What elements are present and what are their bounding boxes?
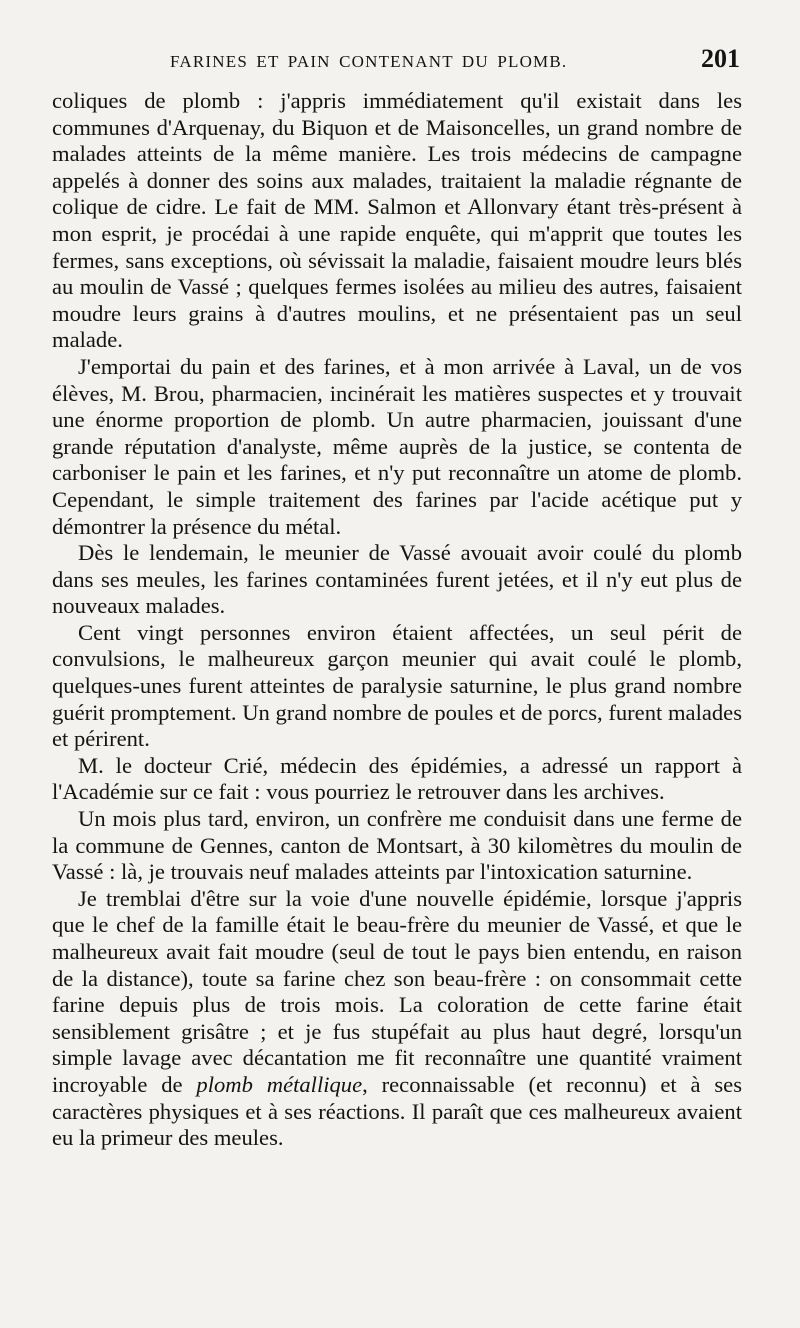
body-text [52,88,742,1152]
paragraph [52,886,742,1152]
paragraph: Un mois plus tard, environ, un confrère me conduisit dans une ferme de la commune de Gennes, canton de Montsart, à 30 kilomètres du moulin de Vassé : là, je trouvais neuf malades atteints par l'intoxication saturnine. [52,806,742,885]
italic-term: plomb métallique [196,1071,363,1097]
paragraph-text-after: , reconnaissable (et reconnu) et à ses caractères physiques et à ses réactions. Il paraît que ces malheureux avaient eu la primeur des meules. [52,1071,742,1151]
paragraph-text-before: Je tremblai d'être sur la voie d'une nouvelle épidémie, lorsque j'appris que le chef de la famille était le beau-frère du meunier de Vassé, et que le malheureux avait fait moudre (seul de tout le pays bien entendu, en raison de la distance), toute sa farine chez son beau-frère : on consommait cette farine depuis plus de trois mois. La coloration de cette farine était sensiblement grisâtre ; et je fus stupéfait au plus haut degré, lorsqu'un simple lavage avec décantation me fit reconnaître une quantité vraiment incroyable de [52,885,742,1097]
paragraph: M. le docteur Crié, médecin des épidémies, a adressé un rapport à l'Académie sur ce fait : vous pourriez le retrouver dans les archives. [52,752,742,805]
paragraph-continued: coliques de plomb : j'appris immédiatement qu'il existait dans les communes d'Arquenay, du Biquon et de Maisoncelles, un grand nombre de malades atteints de la même manière. Les trois médecins de campagne appelés à donner des soins aux malades, traitaient la maladie régnante de colique de cidre. Le fait de MM. Salmon et Allonvary étant très-présent à mon esprit, je procédai à une rapide enquête, qui m'apprit que toutes les fermes, sans exceptions, où sévissait la maladie, faisaient moudre leurs blés au moulin de Vassé ; quelques fermes isolées au milieu des autres, faisaient moudre leurs grains à d'autres moulins, et ne présentaient pas un seul malade. [52,88,742,353]
paragraph: Dès le lendemain, le meunier de Vassé avouait avoir coulé du plomb dans ses meules, les farines contaminées furent jetées, et il n'y eut plus de nouveaux malades. [52,540,742,619]
running-header [52,44,742,88]
paragraph: J'emportai du pain et des farines, et à mon arrivée à Laval, un de vos élèves, M. Brou, pharmacien, incinérait les matières suspectes et y trouvait une énorme proportion de plomb. Un autre pharmacien, jouissant d'une grande réputation d'analyste, même auprès de la justice, se contenta de carboniser le pain et les farines, et n'y put reconnaître un atome de plomb. Cependant, le simple traitement des farines par l'acide acétique put y démontrer la présence du métal. [52,353,742,539]
paragraph: Cent vingt personnes environ étaient affectées, un seul périt de convulsions, le malheureux garçon meunier qui avait coulé le plomb, quelques-unes furent atteintes de paralysie saturnine, le plus grand nombre guérit promptement. Un grand nombre de poules et de porcs, furent malades et périrent. [52,619,742,752]
page-number: 201 [701,44,740,73]
running-title: FARINES ET PAIN CONTENANT DU PLOMB. [170,52,568,71]
